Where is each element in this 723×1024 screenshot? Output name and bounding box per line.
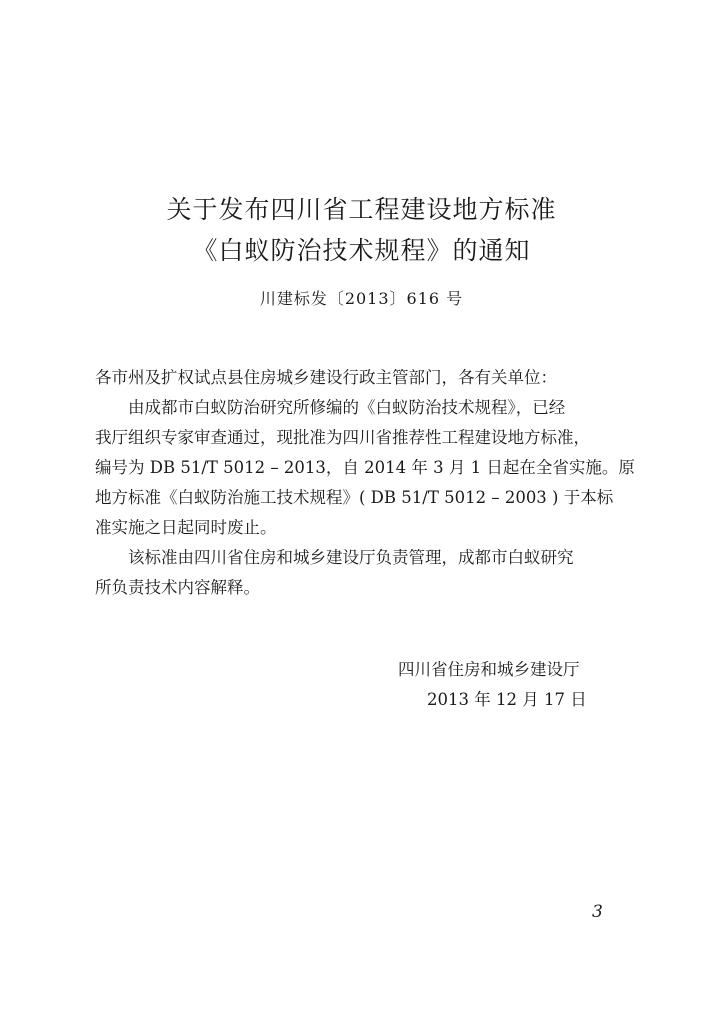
signature-organization: 四川省住房和城乡建设厅	[398, 660, 580, 679]
body-line-1: 各市州及扩权试点县住房城乡建设行政主管部门，各有关单位：	[95, 368, 557, 387]
title-line-2: 《白蚁防治技术规程》的通知	[192, 236, 531, 265]
body-line-4: 编号为 DB 51/T 5012 – 2013，自 2014 年 3 月 1 日起在全省实施。原	[95, 458, 635, 477]
signature-date: 2013 年 12 月 17 日	[427, 690, 587, 709]
body-line-3: 我厅组织专家审查通过，现批准为四川省推荐性工程建设地方标准，	[95, 428, 590, 447]
body-line-5: 地方标准《白蚁防治施工技术规程》( DB 51/T 5012 – 2003 ) 于本标	[95, 488, 614, 507]
body-line-2: 由成都市白蚁防治研究所修编的《白蚁防治技术规程》，已经	[95, 398, 566, 417]
title-line-1: 关于发布四川省工程建设地方标准	[166, 195, 557, 224]
document-number: 川建标发〔2013〕616 号	[259, 289, 464, 308]
page-number: 3	[592, 902, 603, 922]
body-line-8: 所负责技术内容解释。	[95, 578, 260, 597]
body-line-7: 该标准由四川省住房和城乡建设厅负责管理，成都市白蚁研究	[95, 548, 574, 567]
body-line-6: 准实施之日起同时废止。	[95, 518, 277, 537]
